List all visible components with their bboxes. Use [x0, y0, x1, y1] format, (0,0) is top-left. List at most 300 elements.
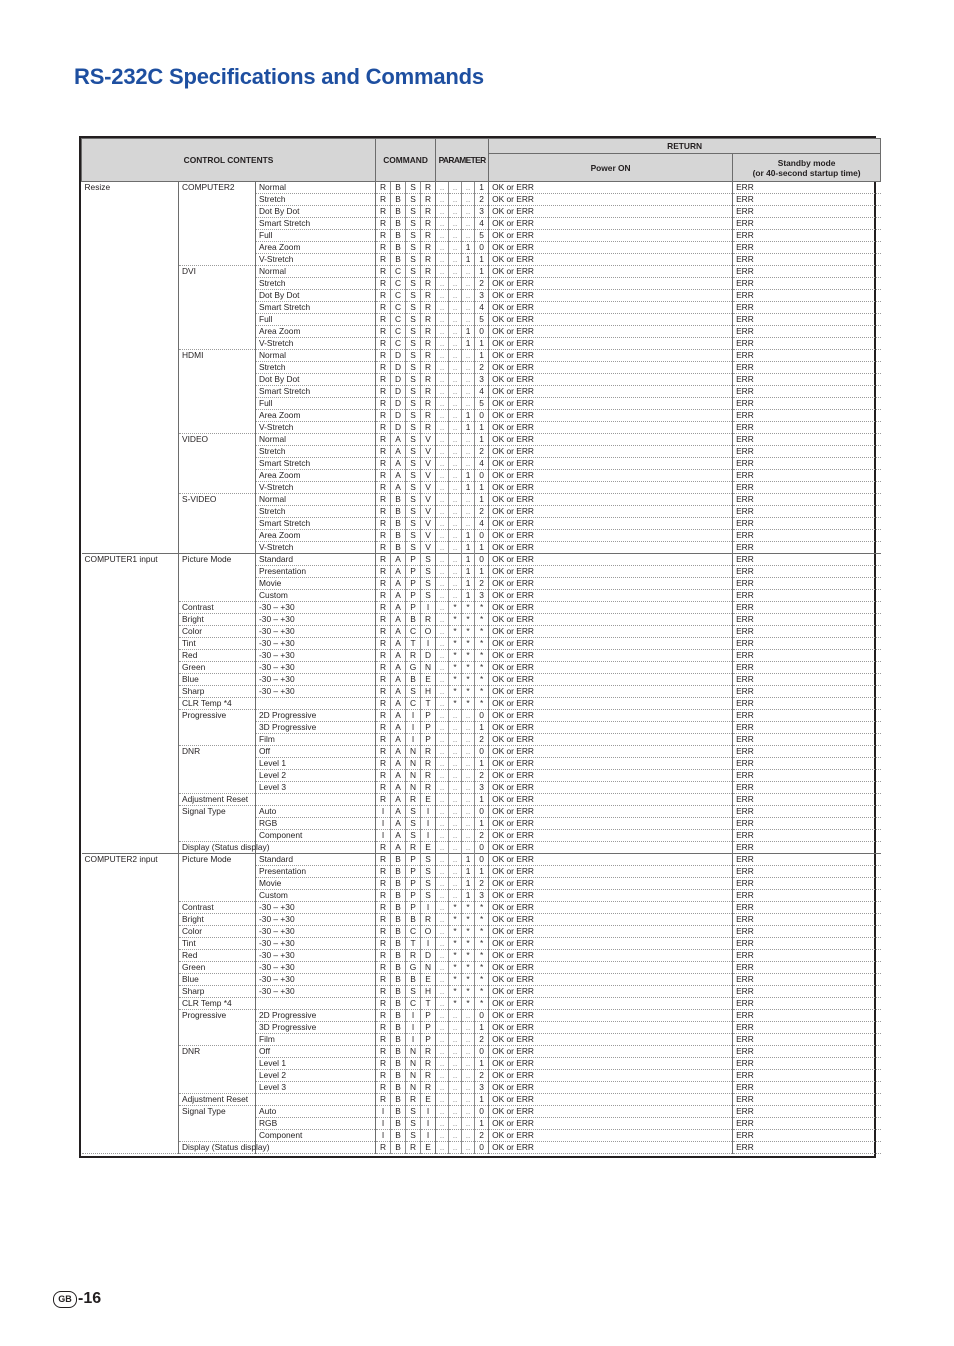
return-power-on: OK or ERR — [489, 230, 733, 242]
row-setting — [256, 1094, 376, 1106]
command-char: D — [391, 422, 406, 434]
parameter-char: 0 — [475, 710, 489, 722]
parameter-char: .. — [449, 1070, 462, 1082]
parameter-char: .. — [462, 434, 475, 446]
parameter-char: .. — [462, 518, 475, 530]
parameter-char: * — [462, 650, 475, 662]
parameter-char: 4 — [475, 302, 489, 314]
parameter-char: .. — [436, 554, 449, 566]
parameter-char: 2 — [475, 578, 489, 590]
command-char: A — [391, 722, 406, 734]
command-char: V — [421, 530, 436, 542]
return-standby: ERR — [733, 578, 881, 590]
command-char: P — [406, 854, 421, 866]
return-standby: ERR — [733, 650, 881, 662]
parameter-char: .. — [436, 1094, 449, 1106]
table-row — [82, 878, 881, 890]
parameter-char: .. — [436, 350, 449, 362]
parameter-char: .. — [436, 746, 449, 758]
command-char: R — [421, 338, 436, 350]
table-row — [82, 506, 881, 518]
parameter-char: 3 — [475, 890, 489, 902]
command-char: R — [376, 662, 391, 674]
command-char: A — [391, 770, 406, 782]
parameter-char: * — [462, 686, 475, 698]
row-setting: Level 2 — [256, 770, 376, 782]
parameter-char: .. — [449, 458, 462, 470]
command-char: A — [391, 650, 406, 662]
return-power-on: OK or ERR — [489, 794, 733, 806]
parameter-char: .. — [449, 1130, 462, 1142]
parameter-char: * — [449, 926, 462, 938]
command-char: R — [376, 530, 391, 542]
parameter-char: .. — [436, 302, 449, 314]
command-char: V — [421, 494, 436, 506]
row-item: DNR — [179, 1046, 256, 1058]
table-row — [82, 218, 881, 230]
table-row — [82, 194, 881, 206]
parameter-char: .. — [449, 422, 462, 434]
table-row — [82, 278, 881, 290]
table-row — [82, 290, 881, 302]
parameter-char: .. — [436, 650, 449, 662]
return-standby: ERR — [733, 914, 881, 926]
command-char: R — [421, 230, 436, 242]
parameter-char: .. — [436, 1106, 449, 1118]
command-char: R — [421, 206, 436, 218]
command-char: R — [406, 1094, 421, 1106]
command-char: B — [391, 926, 406, 938]
parameter-char: .. — [462, 1130, 475, 1142]
table-row — [82, 662, 881, 674]
parameter-char: 4 — [475, 518, 489, 530]
command-char: R — [376, 1058, 391, 1070]
parameter-char: * — [462, 938, 475, 950]
row-setting: Area Zoom — [256, 326, 376, 338]
return-standby: ERR — [733, 758, 881, 770]
command-char: O — [421, 626, 436, 638]
row-category: COMPUTER1 input — [82, 554, 179, 566]
table-row — [82, 974, 881, 986]
parameter-char: * — [462, 638, 475, 650]
command-char: A — [391, 458, 406, 470]
table-row — [82, 242, 881, 254]
command-char: P — [406, 566, 421, 578]
command-char: P — [406, 578, 421, 590]
row-category — [82, 458, 179, 470]
command-char: I — [376, 818, 391, 830]
parameter-char: * — [462, 950, 475, 962]
parameter-char: 0 — [475, 530, 489, 542]
return-standby: ERR — [733, 1070, 881, 1082]
parameter-char: .. — [462, 794, 475, 806]
return-standby: ERR — [733, 1046, 881, 1058]
return-power-on: OK or ERR — [489, 242, 733, 254]
return-standby: ERR — [733, 626, 881, 638]
parameter-char: .. — [436, 986, 449, 998]
parameter-char: .. — [436, 710, 449, 722]
return-standby: ERR — [733, 722, 881, 734]
command-char: C — [391, 314, 406, 326]
parameter-char: .. — [449, 734, 462, 746]
command-char: B — [391, 962, 406, 974]
row-item — [179, 578, 256, 590]
command-char: R — [406, 1142, 421, 1154]
command-char: I — [421, 1106, 436, 1118]
command-char: B — [391, 1070, 406, 1082]
row-category — [82, 398, 179, 410]
row-setting: Auto — [256, 806, 376, 818]
row-item — [179, 1058, 256, 1070]
parameter-char: .. — [462, 194, 475, 206]
table-row — [82, 590, 881, 602]
parameter-char: .. — [462, 302, 475, 314]
parameter-char: .. — [436, 314, 449, 326]
row-category — [82, 710, 179, 722]
row-setting: -30 – +30 — [256, 974, 376, 986]
parameter-char: .. — [436, 674, 449, 686]
table-row — [82, 1034, 881, 1046]
command-char: R — [376, 182, 391, 194]
row-category — [82, 1034, 179, 1046]
command-char: I — [406, 1034, 421, 1046]
parameter-char: .. — [436, 1046, 449, 1058]
command-char: R — [376, 1010, 391, 1022]
parameter-char: * — [449, 626, 462, 638]
row-setting: Off — [256, 746, 376, 758]
command-char: R — [376, 722, 391, 734]
table-row — [82, 914, 881, 926]
parameter-char: 2 — [475, 1034, 489, 1046]
parameter-char: .. — [436, 530, 449, 542]
parameter-char: * — [475, 686, 489, 698]
row-setting: Standard — [256, 554, 376, 566]
command-char: C — [406, 926, 421, 938]
command-char: R — [421, 194, 436, 206]
row-category — [82, 686, 179, 698]
row-category — [82, 830, 179, 842]
parameter-char: .. — [462, 1046, 475, 1058]
command-char: V — [421, 506, 436, 518]
row-setting: Area Zoom — [256, 530, 376, 542]
page-number — [53, 1290, 101, 1308]
table-row — [82, 794, 881, 806]
row-item: Adjustment Reset — [179, 794, 256, 806]
parameter-char: .. — [436, 518, 449, 530]
table-row — [82, 1022, 881, 1034]
command-char: R — [421, 314, 436, 326]
parameter-char: .. — [436, 578, 449, 590]
command-char: R — [421, 290, 436, 302]
parameter-char: 2 — [475, 770, 489, 782]
parameter-char: 1 — [462, 410, 475, 422]
return-standby: ERR — [733, 854, 881, 866]
row-setting: Stretch — [256, 278, 376, 290]
table-row — [82, 458, 881, 470]
row-item — [179, 1070, 256, 1082]
command-char: R — [406, 842, 421, 854]
row-setting: Component — [256, 1130, 376, 1142]
row-setting: Normal — [256, 182, 376, 194]
command-char: E — [421, 794, 436, 806]
parameter-char: * — [475, 938, 489, 950]
parameter-char: .. — [436, 290, 449, 302]
parameter-char: .. — [449, 386, 462, 398]
table-row — [82, 890, 881, 902]
command-char: A — [391, 734, 406, 746]
parameter-char: .. — [449, 290, 462, 302]
row-setting: Presentation — [256, 566, 376, 578]
command-char: S — [406, 542, 421, 554]
parameter-char: * — [462, 986, 475, 998]
table-row — [82, 182, 881, 194]
return-standby: ERR — [733, 446, 881, 458]
row-category — [82, 734, 179, 746]
row-item — [179, 446, 256, 458]
parameter-char: * — [475, 650, 489, 662]
parameter-char: .. — [436, 410, 449, 422]
parameter-char: 2 — [475, 362, 489, 374]
row-category — [82, 698, 179, 710]
command-char: P — [406, 590, 421, 602]
parameter-char: * — [462, 614, 475, 626]
command-char: S — [406, 830, 421, 842]
command-char: S — [406, 494, 421, 506]
parameter-char: * — [475, 998, 489, 1010]
standby-header-line2: (or 40-second startup time) — [752, 167, 861, 178]
command-char: S — [406, 182, 421, 194]
row-setting: -30 – +30 — [256, 686, 376, 698]
row-setting: -30 – +30 — [256, 986, 376, 998]
command-char: D — [421, 650, 436, 662]
command-char: E — [421, 674, 436, 686]
command-char: R — [376, 794, 391, 806]
command-char: R — [376, 734, 391, 746]
command-char: O — [421, 926, 436, 938]
table-row — [82, 578, 881, 590]
return-standby: ERR — [733, 842, 881, 854]
command-char: R — [376, 854, 391, 866]
return-power-on: OK or ERR — [489, 1070, 733, 1082]
parameter-char: 1 — [475, 482, 489, 494]
command-char: R — [421, 254, 436, 266]
command-char: I — [421, 818, 436, 830]
parameter-char: .. — [436, 1010, 449, 1022]
table-row — [82, 554, 881, 566]
row-category — [82, 482, 179, 494]
table-row — [82, 314, 881, 326]
table-row — [82, 530, 881, 542]
return-power-on: OK or ERR — [489, 782, 733, 794]
return-standby: ERR — [733, 866, 881, 878]
return-power-on: OK or ERR — [489, 182, 733, 194]
command-char: P — [421, 1010, 436, 1022]
command-char: S — [406, 482, 421, 494]
row-item — [179, 878, 256, 890]
row-setting: V-Stretch — [256, 542, 376, 554]
row-item: Contrast — [179, 602, 256, 614]
parameter-char: 2 — [475, 878, 489, 890]
row-setting — [256, 698, 376, 710]
parameter-char: 2 — [475, 1130, 489, 1142]
row-setting: Normal — [256, 434, 376, 446]
return-standby: ERR — [733, 1022, 881, 1034]
command-char: S — [406, 350, 421, 362]
parameter-char: .. — [436, 1118, 449, 1130]
row-item: Signal Type — [179, 1106, 256, 1118]
parameter-char: * — [462, 602, 475, 614]
return-standby: ERR — [733, 1034, 881, 1046]
command-char: B — [391, 542, 406, 554]
row-setting: Film — [256, 734, 376, 746]
row-item — [179, 422, 256, 434]
return-standby: ERR — [733, 1094, 881, 1106]
return-power-on: OK or ERR — [489, 434, 733, 446]
parameter-char: .. — [449, 1106, 462, 1118]
parameter-char: .. — [462, 206, 475, 218]
row-setting: -30 – +30 — [256, 614, 376, 626]
command-char: P — [406, 866, 421, 878]
row-item — [179, 362, 256, 374]
row-category — [82, 386, 179, 398]
parameter-char: 3 — [475, 1082, 489, 1094]
table-row — [82, 998, 881, 1010]
command-char: A — [391, 818, 406, 830]
table-header — [82, 139, 881, 182]
return-standby: ERR — [733, 926, 881, 938]
command-char: S — [406, 266, 421, 278]
return-power-on: OK or ERR — [489, 266, 733, 278]
command-char: B — [391, 182, 406, 194]
return-standby: ERR — [733, 506, 881, 518]
command-char: P — [406, 554, 421, 566]
command-char: P — [421, 734, 436, 746]
return-power-on: OK or ERR — [489, 278, 733, 290]
parameter-char: 1 — [475, 1118, 489, 1130]
command-char: D — [391, 398, 406, 410]
command-char: R — [376, 338, 391, 350]
row-item: Green — [179, 962, 256, 974]
parameter-char: .. — [436, 950, 449, 962]
parameter-char: 1 — [462, 890, 475, 902]
return-power-on: OK or ERR — [489, 410, 733, 422]
row-item: Sharp — [179, 986, 256, 998]
command-char: R — [406, 950, 421, 962]
parameter-char: 1 — [475, 266, 489, 278]
parameter-char: .. — [462, 278, 475, 290]
parameter-char: 1 — [462, 542, 475, 554]
parameter-char: .. — [449, 542, 462, 554]
command-char: C — [391, 338, 406, 350]
parameter-char: 1 — [475, 494, 489, 506]
row-setting: -30 – +30 — [256, 914, 376, 926]
table-row — [82, 1058, 881, 1070]
parameter-char: .. — [436, 602, 449, 614]
table-row — [82, 854, 881, 866]
return-power-on: OK or ERR — [489, 806, 733, 818]
command-char: B — [391, 998, 406, 1010]
row-category — [82, 1046, 179, 1058]
parameter-char: .. — [449, 338, 462, 350]
command-char: I — [406, 722, 421, 734]
parameter-char: .. — [436, 194, 449, 206]
parameter-char: .. — [436, 278, 449, 290]
command-char: N — [406, 770, 421, 782]
parameter-char: .. — [436, 266, 449, 278]
return-standby: ERR — [733, 530, 881, 542]
command-char: R — [421, 350, 436, 362]
return-power-on: OK or ERR — [489, 962, 733, 974]
command-char: R — [376, 650, 391, 662]
row-setting: Dot By Dot — [256, 206, 376, 218]
command-char: R — [376, 230, 391, 242]
region-badge: GB — [53, 1291, 77, 1308]
return-power-on: OK or ERR — [489, 578, 733, 590]
row-setting: Area Zoom — [256, 470, 376, 482]
parameter-char: .. — [436, 1142, 449, 1154]
command-char: C — [406, 626, 421, 638]
row-setting: 3D Progressive — [256, 722, 376, 734]
row-setting: Full — [256, 398, 376, 410]
row-setting: V-Stretch — [256, 338, 376, 350]
table-row — [82, 1106, 881, 1118]
command-char: A — [391, 602, 406, 614]
command-char: V — [421, 434, 436, 446]
parameter-char: .. — [436, 338, 449, 350]
row-setting: Smart Stretch — [256, 386, 376, 398]
parameter-char: 4 — [475, 458, 489, 470]
command-char: R — [421, 1046, 436, 1058]
row-category — [82, 530, 179, 542]
command-char: E — [421, 1142, 436, 1154]
command-char: I — [421, 902, 436, 914]
row-setting — [256, 794, 376, 806]
row-category — [82, 926, 179, 938]
row-category — [82, 506, 179, 518]
parameter-char: 2 — [475, 734, 489, 746]
row-category — [82, 326, 179, 338]
command-char: S — [406, 518, 421, 530]
row-category — [82, 566, 179, 578]
command-char: E — [421, 1094, 436, 1106]
control-contents-header: CONTROL CONTENTS — [82, 139, 376, 182]
row-item: Progressive — [179, 710, 256, 722]
return-standby: ERR — [733, 962, 881, 974]
parameter-char: .. — [436, 458, 449, 470]
parameter-char: * — [449, 650, 462, 662]
parameter-char: .. — [449, 1094, 462, 1106]
row-category — [82, 1118, 179, 1130]
command-char: S — [421, 854, 436, 866]
parameter-char: .. — [436, 818, 449, 830]
parameter-char: .. — [436, 566, 449, 578]
row-category — [82, 638, 179, 650]
table-row — [82, 302, 881, 314]
return-standby: ERR — [733, 902, 881, 914]
parameter-char: .. — [436, 1034, 449, 1046]
table-row — [82, 770, 881, 782]
parameter-char: .. — [449, 350, 462, 362]
command-char: R — [421, 782, 436, 794]
return-power-on: OK or ERR — [489, 1130, 733, 1142]
command-char: R — [376, 506, 391, 518]
command-char: C — [391, 326, 406, 338]
row-item: CLR Temp *4 — [179, 698, 256, 710]
command-char: R — [376, 842, 391, 854]
command-char: V — [421, 482, 436, 494]
parameter-char: 2 — [475, 446, 489, 458]
parameter-char: .. — [462, 374, 475, 386]
